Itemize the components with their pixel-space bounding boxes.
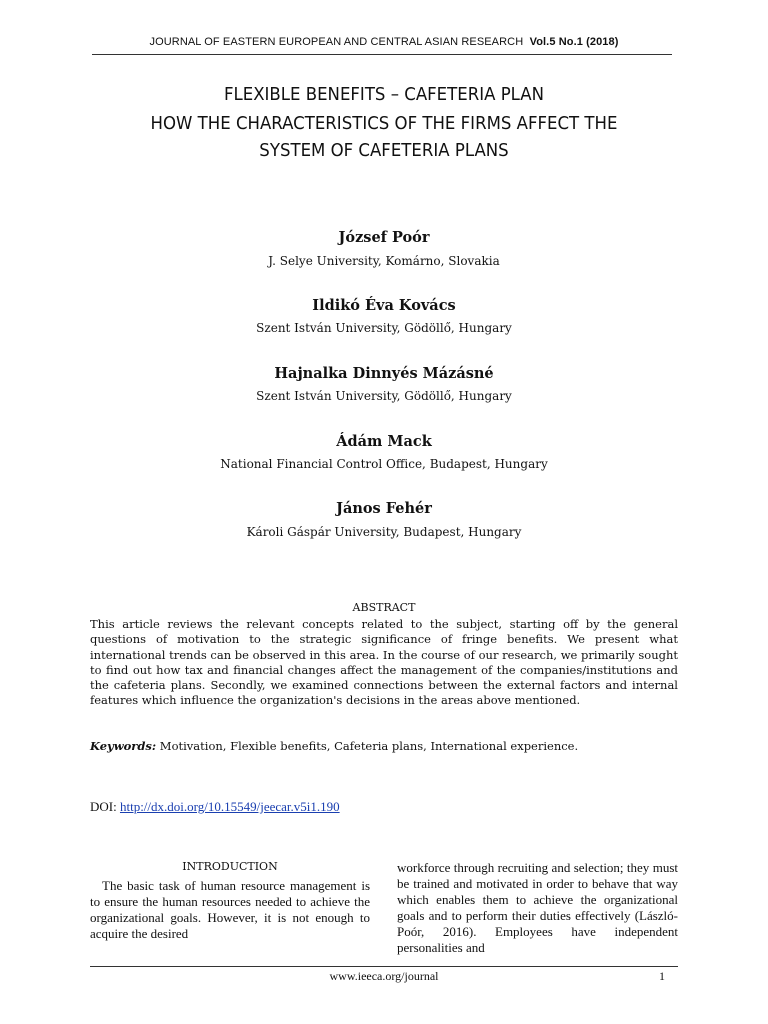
title-line-1: FLEXIBLE BENEFITS – CAFETERIA PLAN: [223, 84, 545, 105]
author-affiliation-5: Károli Gáspár University, Budapest, Hungary: [246, 525, 522, 539]
journal-volume: Vol.5 No.1 (2018): [529, 36, 619, 48]
abstract-text: This article reviews the relevant concepts related to the subject, starting off by the general questions of motivation to the strategic significance of fringe benefits. We present what international trends can be observed in this area. In the course of our research, we primarily sought to find out how tax and financial changes affect the management of the companies/institutions and the cafeteria plans. Secondly, we examined connections between the external factors and internal features which influence the organization's decisions in the areas above mentioned.: [90, 617, 678, 708]
author-name-4: Ádám Mack: [336, 433, 432, 450]
author-affiliation-2: Szent István University, Gödöllő, Hungary: [256, 321, 512, 335]
author-name-2: Ildikó Éva Kovács: [312, 297, 456, 314]
introduction-column-1: The basic task of human resource management is to ensure the human resources needed to achieve the organizational goals. However, it is not enough to acquire the desired: [90, 878, 370, 941]
keywords-label: Keywords:: [90, 739, 157, 753]
journal-header: [0, 36, 768, 48]
page-number: 1: [659, 969, 665, 983]
header-divider: [92, 54, 672, 55]
author-affiliation-4: National Financial Control Office, Budapest, Hungary: [220, 457, 548, 471]
title-line-2: HOW THE CHARACTERISTICS OF THE FIRMS AFFECT THE: [150, 113, 618, 134]
author-affiliation-1: J. Selye University, Komárno, Slovakia: [268, 254, 500, 268]
author-affiliation-3: Szent István University, Gödöllő, Hungary: [256, 389, 512, 403]
footer-divider: [90, 966, 678, 967]
introduction-column-2: workforce through recruiting and selection; they must be trained and motivated in order to behave that way which enables them to achieve the organizational goals and to perform their duties effectively (László-Poór, 2016). Employees have independent personalities and: [397, 860, 678, 955]
doi-label: DOI:: [90, 799, 120, 814]
doi-link[interactable]: http://dx.doi.org/10.15549/jeecar.v5i1.190: [119, 799, 340, 814]
author-name-3: Hajnalka Dinnyés Mázásné: [274, 365, 494, 382]
doi: [90, 799, 340, 815]
author-name-1: József Poór: [338, 229, 430, 246]
title-line-3: SYSTEM OF CAFETERIA PLANS: [259, 140, 509, 161]
journal-name: JOURNAL OF EASTERN EUROPEAN AND CENTRAL ASIAN RESEARCH: [149, 36, 524, 48]
footer-url: www.ieeca.org/journal: [329, 969, 439, 983]
introduction-heading: INTRODUCTION: [182, 860, 278, 873]
author-name-5: János Fehér: [336, 500, 432, 517]
keywords-text: Motivation, Flexible benefits, Cafeteria plans, International experience.: [156, 739, 579, 753]
abstract-heading: ABSTRACT: [352, 601, 416, 614]
keywords: [90, 739, 678, 753]
